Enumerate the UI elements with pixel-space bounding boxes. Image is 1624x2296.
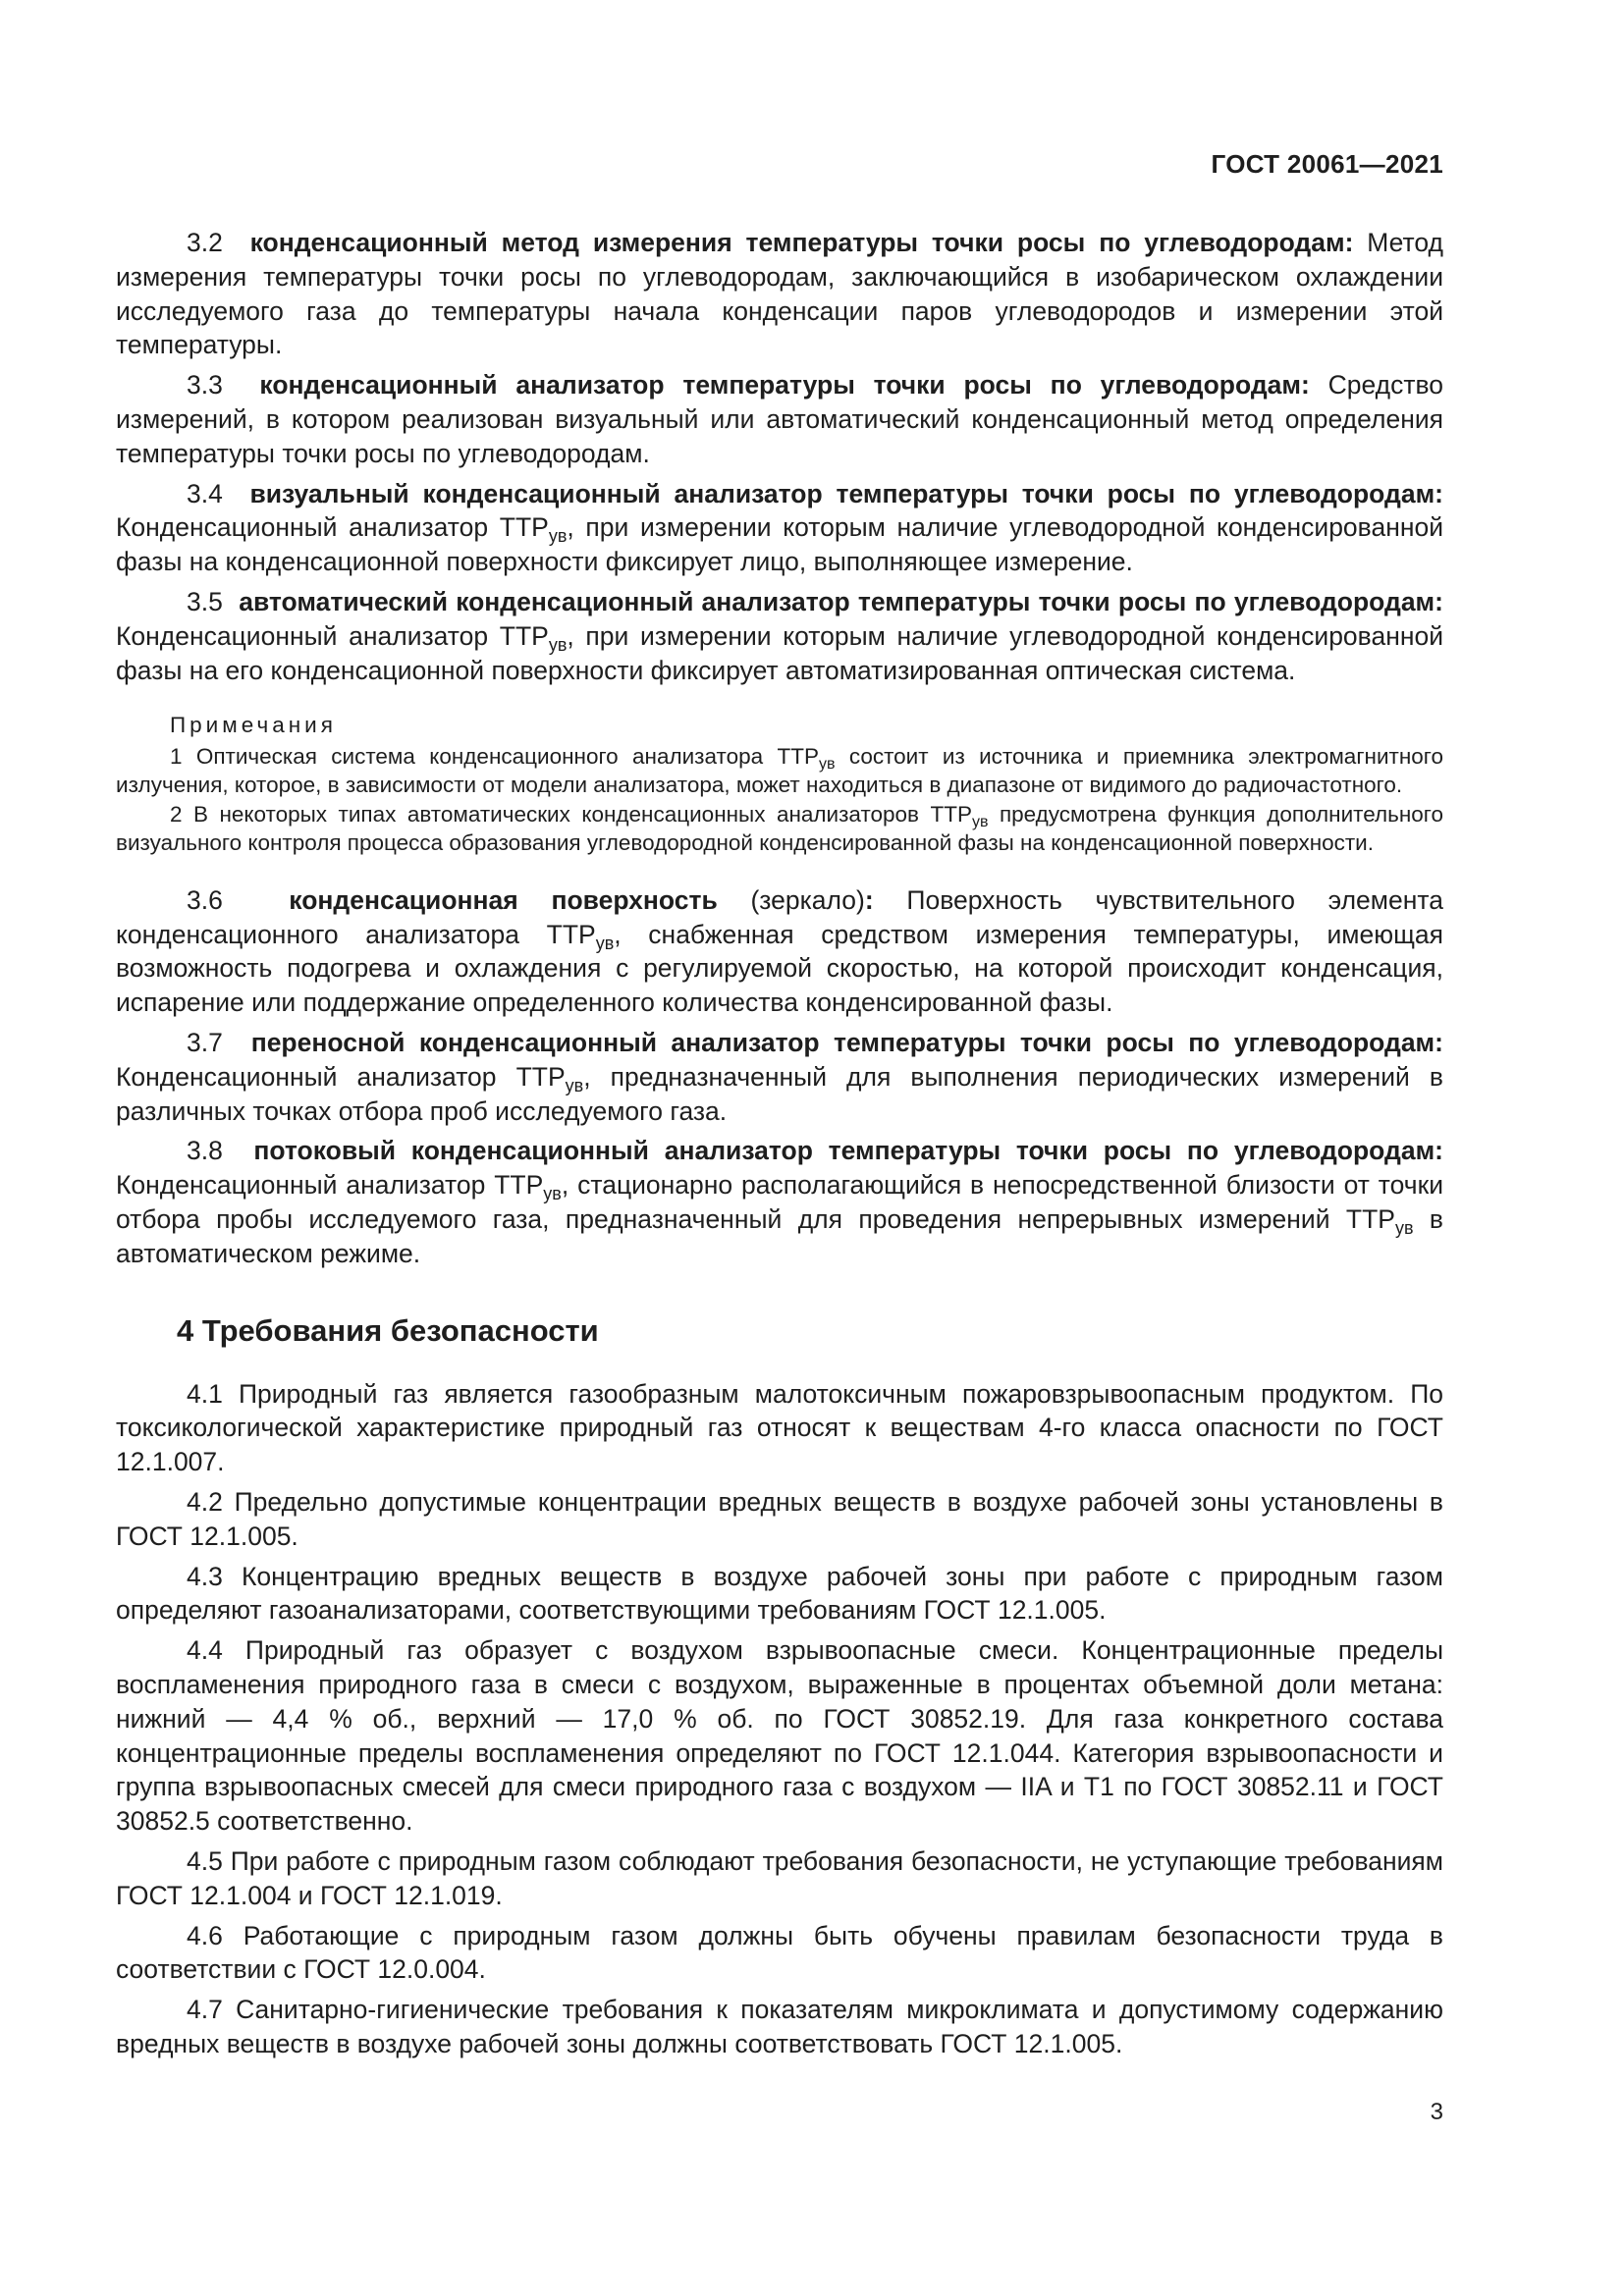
section-4-title: 4 Требования безопасности [177, 1312, 599, 1348]
paragraph-4-1: 4.1 Природный газ является газообразным малотоксичным пожаровзрывоопасным продуктом. По токсикологической характеристике природный газ относят к веществам 4-го класса опасности по ГОСТ 12.1.007. [116, 1378, 1443, 1477]
definition-3-4: 3.4 визуальный конденсационный анализатор температуры точки росы по углеводородам: Конденсационный анализатор $ТТР_{ув}$, при измерении которым наличие углеводородной конденсированной фазы на конденсационной поверхности фиксирует лицо, выполняющее измерение. [116, 478, 1444, 577]
note-2: 2 В некоторых типах автоматических конденсационных анализаторов $ТТР_{ув}$ предусмотрена функция дополнительного визуального контроля процесса образования углеводородной конденсированной фазы на конденсационной поверхности. [116, 801, 1443, 856]
paragraph-4-3: 4.3 Концентрацию вредных веществ в воздухе рабочей зоны при работе с природным газом определяют газоанализаторами, соответствующими требованиям ГОСТ 12.1.005. [116, 1561, 1443, 1626]
definition-3-7: 3.7 переносной конденсационный анализатор температуры точки росы по углеводородам: Конденсационный анализатор $ТТР_{ув}$, предназначенный для выполнения периодических измерений в различных точках отбора проб исследуемого газа. [116, 1028, 1443, 1126]
subscript: ув [548, 526, 568, 547]
definition-term: автоматический конденсационный анализатор температуры точки росы по углеводородам: [239, 586, 1443, 616]
subscript: ув [543, 1184, 562, 1204]
note-1: 1 Оптическая система конденсационного анализатора $ТТР_{ув}$ состоит из источника и приемника электромагнитного излучения, которое, в зависимости от модели анализатора, может находиться в диапазоне от видимого до радиочастотного. [116, 743, 1443, 798]
definition-3-2: 3.2 конденсационный метод измерения температуры точки росы по углеводородам: Метод измерения температуры точки росы по углеводородам, заключающийся в изобарическом охлаждении исследуемого газа до температуры начала конденсации паров углеводородов и измерении этой температуры. [116, 228, 1443, 360]
subscript: ув [971, 813, 989, 830]
notes-block [116, 711, 1443, 858]
document-code-header: ГОСТ 20061—2021 [1211, 149, 1443, 179]
subscript: ув [548, 634, 568, 655]
definition-term: визуальный конденсационный анализатор температуры точки росы по углеводородам: [249, 478, 1443, 508]
definition-3-5: 3.5 автоматический конденсационный анализатор температуры точки росы по углеводородам: Конденсационный анализатор $ТТР_{ув}$, при измерении которым наличие углеводородной конденсированной фазы на его конденсационной поверхности фиксирует автоматизированная оптическая система. [116, 586, 1444, 685]
notes-title: Примечания [170, 713, 337, 738]
paragraph-4-7: 4.7 Санитарно-гигиенические требования к показателям микроклимата и допустимому содержанию вредных веществ в воздухе рабочей зоны должны соответствовать ГОСТ 12.1.005. [116, 1995, 1443, 2058]
subscript: ув [1394, 1218, 1414, 1239]
definition-3-8: 3.8 потоковый конденсационный анализатор температуры точки росы по углеводородам: Конденсационный анализатор $ТТР_{ув}$, стационарно располагающийся в непосредственной близости от точки отбора пробы исследуемого газа, предназначенный для проведения непрерывных измерений $ТТР_{ув}$ в автоматическом режиме. [116, 1136, 1443, 1268]
subscript: ув [565, 1075, 584, 1095]
definition-term: потоковый конденсационный анализатор температуры точки росы по углеводородам: [253, 1136, 1443, 1166]
definition-3-3: 3.3 конденсационный анализатор температуры точки росы по углеводородам: Средство измерений, в котором реализован визуальный или автоматический конденсационный метод определения температуры точки росы по углеводородам. [116, 370, 1444, 468]
definition-term: конденсационная поверхность [289, 884, 718, 915]
definition-3-6: 3.6 конденсационная поверхность (зеркало): Поверхность чувствительного элемента конденсационного анализатора $ТТР_{ув}$, снабженная средством измерения температуры, имеющая возможность подогрева и охлаждения с регулируемой скоростью, на которой происходит конденсация, испарение или поддержание определенного количества конденсированной фазы. [116, 884, 1443, 1018]
page-content [116, 226, 1443, 2067]
definition-term: конденсационный метод измерения температуры точки росы по углеводородам: [249, 228, 1354, 257]
subscript: ув [818, 755, 836, 773]
subscript: ув [595, 933, 615, 953]
definition-term: переносной конденсационный анализатор температуры точки росы по углеводородам: [250, 1028, 1443, 1058]
paragraph-4-6: 4.6 Работающие с природным газом должны быть обучены правилам безопасности труда в соответствии с ГОСТ 12.0.004. [116, 1920, 1443, 1985]
paragraph-4-2: 4.2 Предельно допустимые концентрации вредных веществ в воздухе рабочей зоны установлены в ГОСТ 12.1.005. [116, 1487, 1443, 1551]
paragraph-4-4: 4.4 Природный газ образует с воздухом взрывоопасные смеси. Концентрационные пределы воспламенения природного газа в смеси с воздухом, выраженные в процентах объемной доли метана: нижний — 4,4 % об., верхний — 17,0 % об. по ГОСТ 30852.19. Для газа конкретного состава концентрационные пределы воспламенения определяют по ГОСТ 12.1.044. Категория взрывоопасности и группа взрывоопасных смесей для смеси природного газа с воздухом — IIA и Т1 по ГОСТ 30852.11 и ГОСТ 30852.5 соответственно. [116, 1635, 1443, 1837]
definition-term: конденсационный анализатор температуры точки росы по углеводородам: [259, 370, 1310, 400]
paragraph-4-5: 4.5 При работе с природным газом соблюдают требования безопасности, не уступающие требованиям ГОСТ 12.1.004 и ГОСТ 12.1.019. [116, 1845, 1443, 1910]
page-number: 3 [1430, 2099, 1443, 2125]
